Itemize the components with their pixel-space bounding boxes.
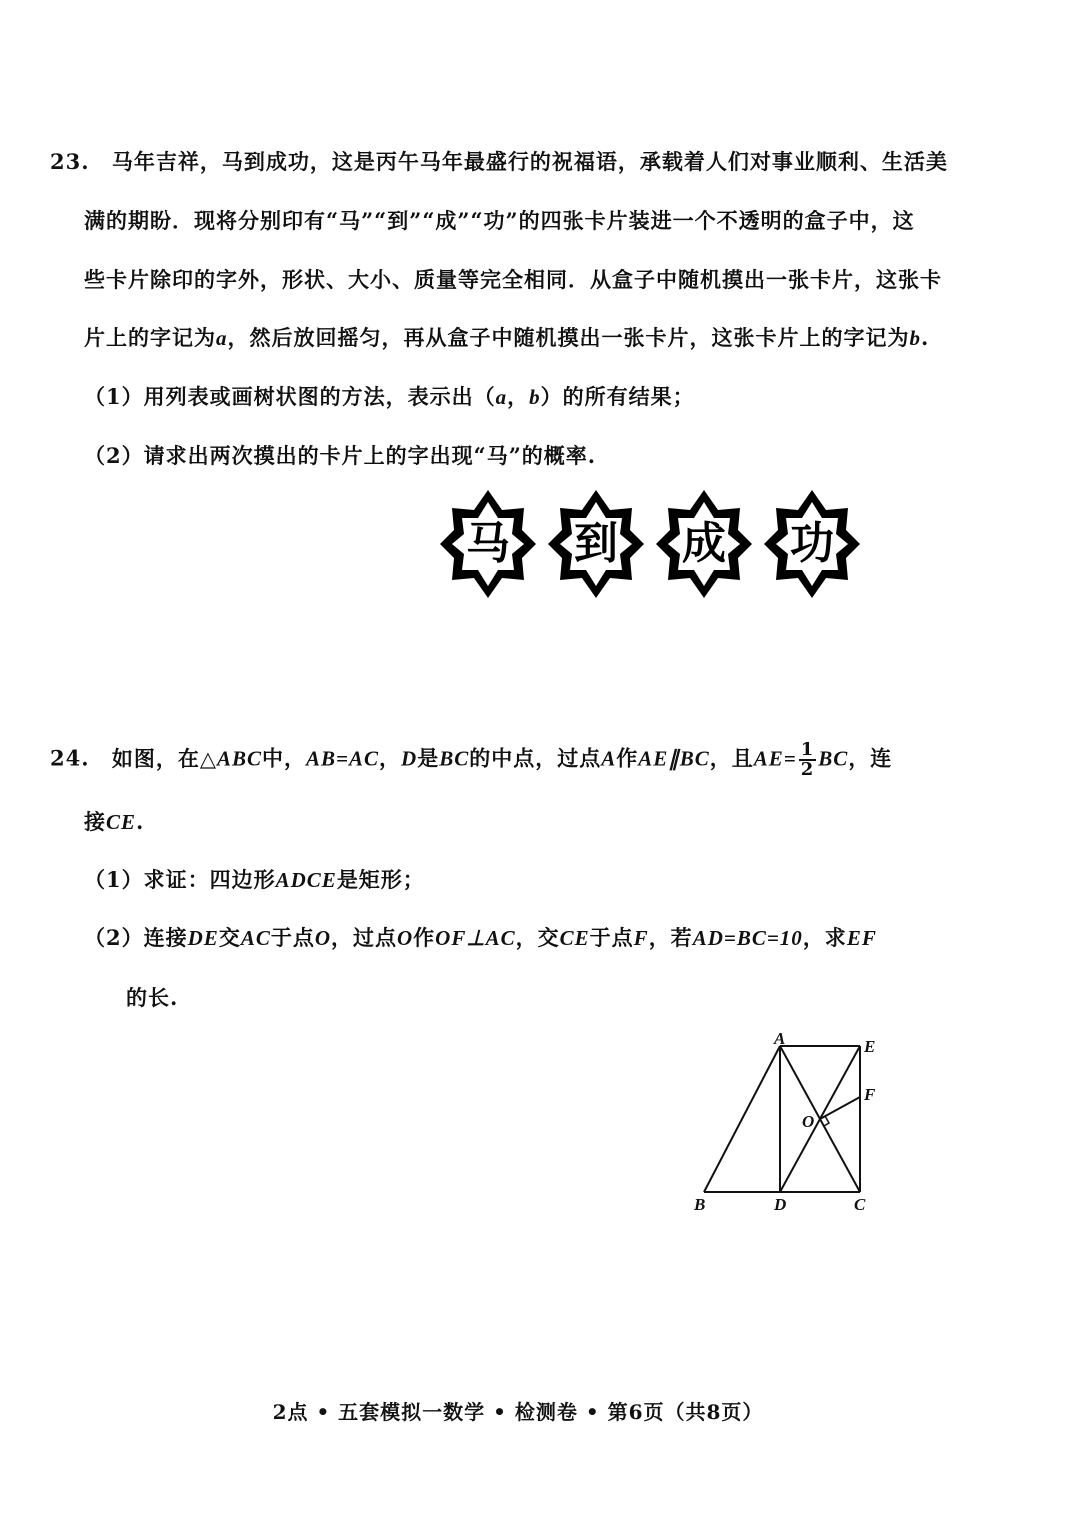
q24-math: CE	[106, 810, 137, 834]
q24-text: 接	[84, 809, 106, 834]
q24-text: ，过点	[331, 925, 397, 950]
q23-part1-sep: ，	[507, 384, 530, 409]
q24-math: AC	[240, 926, 271, 950]
q24-text: ，且	[709, 745, 754, 771]
card-gong	[762, 488, 862, 600]
q23-line4-end: .	[921, 325, 930, 350]
fraction-one-half	[799, 741, 817, 779]
q23-line3: 些卡片除印的字外，形状、大小、质量等完全相同．从盒子中随机摸出一张卡片，这张卡	[84, 267, 942, 292]
card-ma	[438, 488, 538, 600]
q23-line2: 满的期盼．现将分别印有“马”“到”“成”“功”的四张卡片装进一个不透明的盒子中，这	[84, 208, 915, 233]
q24-text: （2）连接	[84, 925, 188, 950]
q24-text: 交	[218, 925, 241, 950]
q24-text: （1）求证：四边形	[84, 867, 276, 892]
q24-math: AD=BC=10	[692, 926, 803, 950]
q24-math: BC	[439, 746, 470, 771]
q23-part1-text-a: （1）用列表或画树状图的方法，表示出（	[84, 384, 496, 409]
q23-part1	[84, 381, 695, 411]
q23-text-1: 马年吉祥，马到成功，这是丙午马年最盛行的祝福语，承载着人们对事业顺利、生活美	[111, 149, 948, 174]
q24-text: ，求	[802, 925, 847, 950]
part1-var-a: a	[495, 385, 508, 409]
q24-line1	[50, 741, 892, 779]
q24-text: 于点	[270, 925, 315, 950]
q24-text: ，连	[848, 745, 893, 771]
card-cheng	[654, 488, 754, 600]
q24-math: AB=AC	[306, 746, 380, 771]
q24-math: O	[397, 926, 414, 950]
card-row	[438, 488, 868, 600]
q24-math: BC	[818, 746, 849, 771]
q24-math: ADCE	[275, 868, 337, 892]
var-a: a	[216, 326, 228, 350]
q24-line2	[84, 806, 144, 836]
card-char: 功	[790, 518, 834, 569]
page-footer: 2点 • 五套模拟一数学 • 检测卷 • 第6页（共8页）	[272, 1400, 764, 1424]
fraction-denominator: 2	[800, 759, 815, 780]
label-B: B	[694, 1195, 706, 1214]
q23-line4	[84, 322, 929, 352]
q24-text: 作	[616, 745, 639, 771]
q24-text: 中，	[262, 745, 307, 771]
q24-math: AE∥BC	[638, 746, 710, 771]
q24-part2-cont: 的长.	[126, 985, 179, 1010]
segment-AB	[704, 1046, 780, 1192]
q24-part1	[84, 864, 425, 894]
q24-number: 24.	[50, 745, 90, 771]
q24-text: ，若	[648, 925, 693, 950]
q24-math: EF	[846, 926, 877, 950]
card-char: 到	[574, 518, 618, 569]
label-E: E	[864, 1037, 876, 1056]
q24-math: ABC	[217, 746, 263, 771]
q24-math: A	[601, 746, 617, 771]
q23-line1	[50, 146, 948, 176]
label-D: D	[774, 1195, 787, 1214]
q24-text: 是	[417, 745, 440, 771]
q23-number: 23.	[50, 149, 90, 174]
q24-math: CE	[559, 926, 590, 950]
q24-text: ，交	[515, 925, 560, 950]
card-char: 成	[682, 518, 726, 569]
geometry-figure	[690, 1030, 890, 1220]
q23-line4-text-a: 片上的字记为	[84, 325, 216, 350]
label-O: O	[802, 1112, 815, 1131]
q24-text: 作	[413, 925, 436, 950]
q23-part1-end: ）的所有结果；	[540, 384, 695, 409]
q23-part2: （2）请求出两次摸出的卡片上的字出现“马”的概率.	[84, 443, 597, 468]
q23-line4-text-b: ，然后放回摇匀，再从盒子中随机摸出一张卡片，这张卡片上的字记为	[227, 325, 910, 350]
card-dao	[546, 488, 646, 600]
label-F: F	[864, 1085, 876, 1104]
q24-math: F	[633, 926, 649, 950]
q24-math: OF⊥AC	[435, 926, 516, 950]
label-C: C	[854, 1195, 866, 1214]
q24-text: 如图，在△	[111, 745, 218, 771]
card-char: 马	[466, 518, 510, 569]
q24-text: 是矩形；	[336, 867, 425, 892]
q24-math: AE=	[753, 746, 797, 771]
label-A: A	[774, 1030, 786, 1048]
q24-text: ，	[379, 745, 402, 771]
q24-math: O	[314, 926, 331, 950]
q24-text: 的中点，过点	[469, 745, 602, 771]
q24-text: 于点	[589, 925, 634, 950]
q24-text: .	[136, 809, 145, 834]
q24-part2	[84, 922, 877, 952]
var-b: b	[909, 326, 921, 350]
q24-math: DE	[187, 926, 219, 950]
part1-var-b: b	[529, 385, 541, 409]
q24-math: D	[401, 746, 418, 771]
fraction-numerator: 1	[800, 739, 815, 760]
